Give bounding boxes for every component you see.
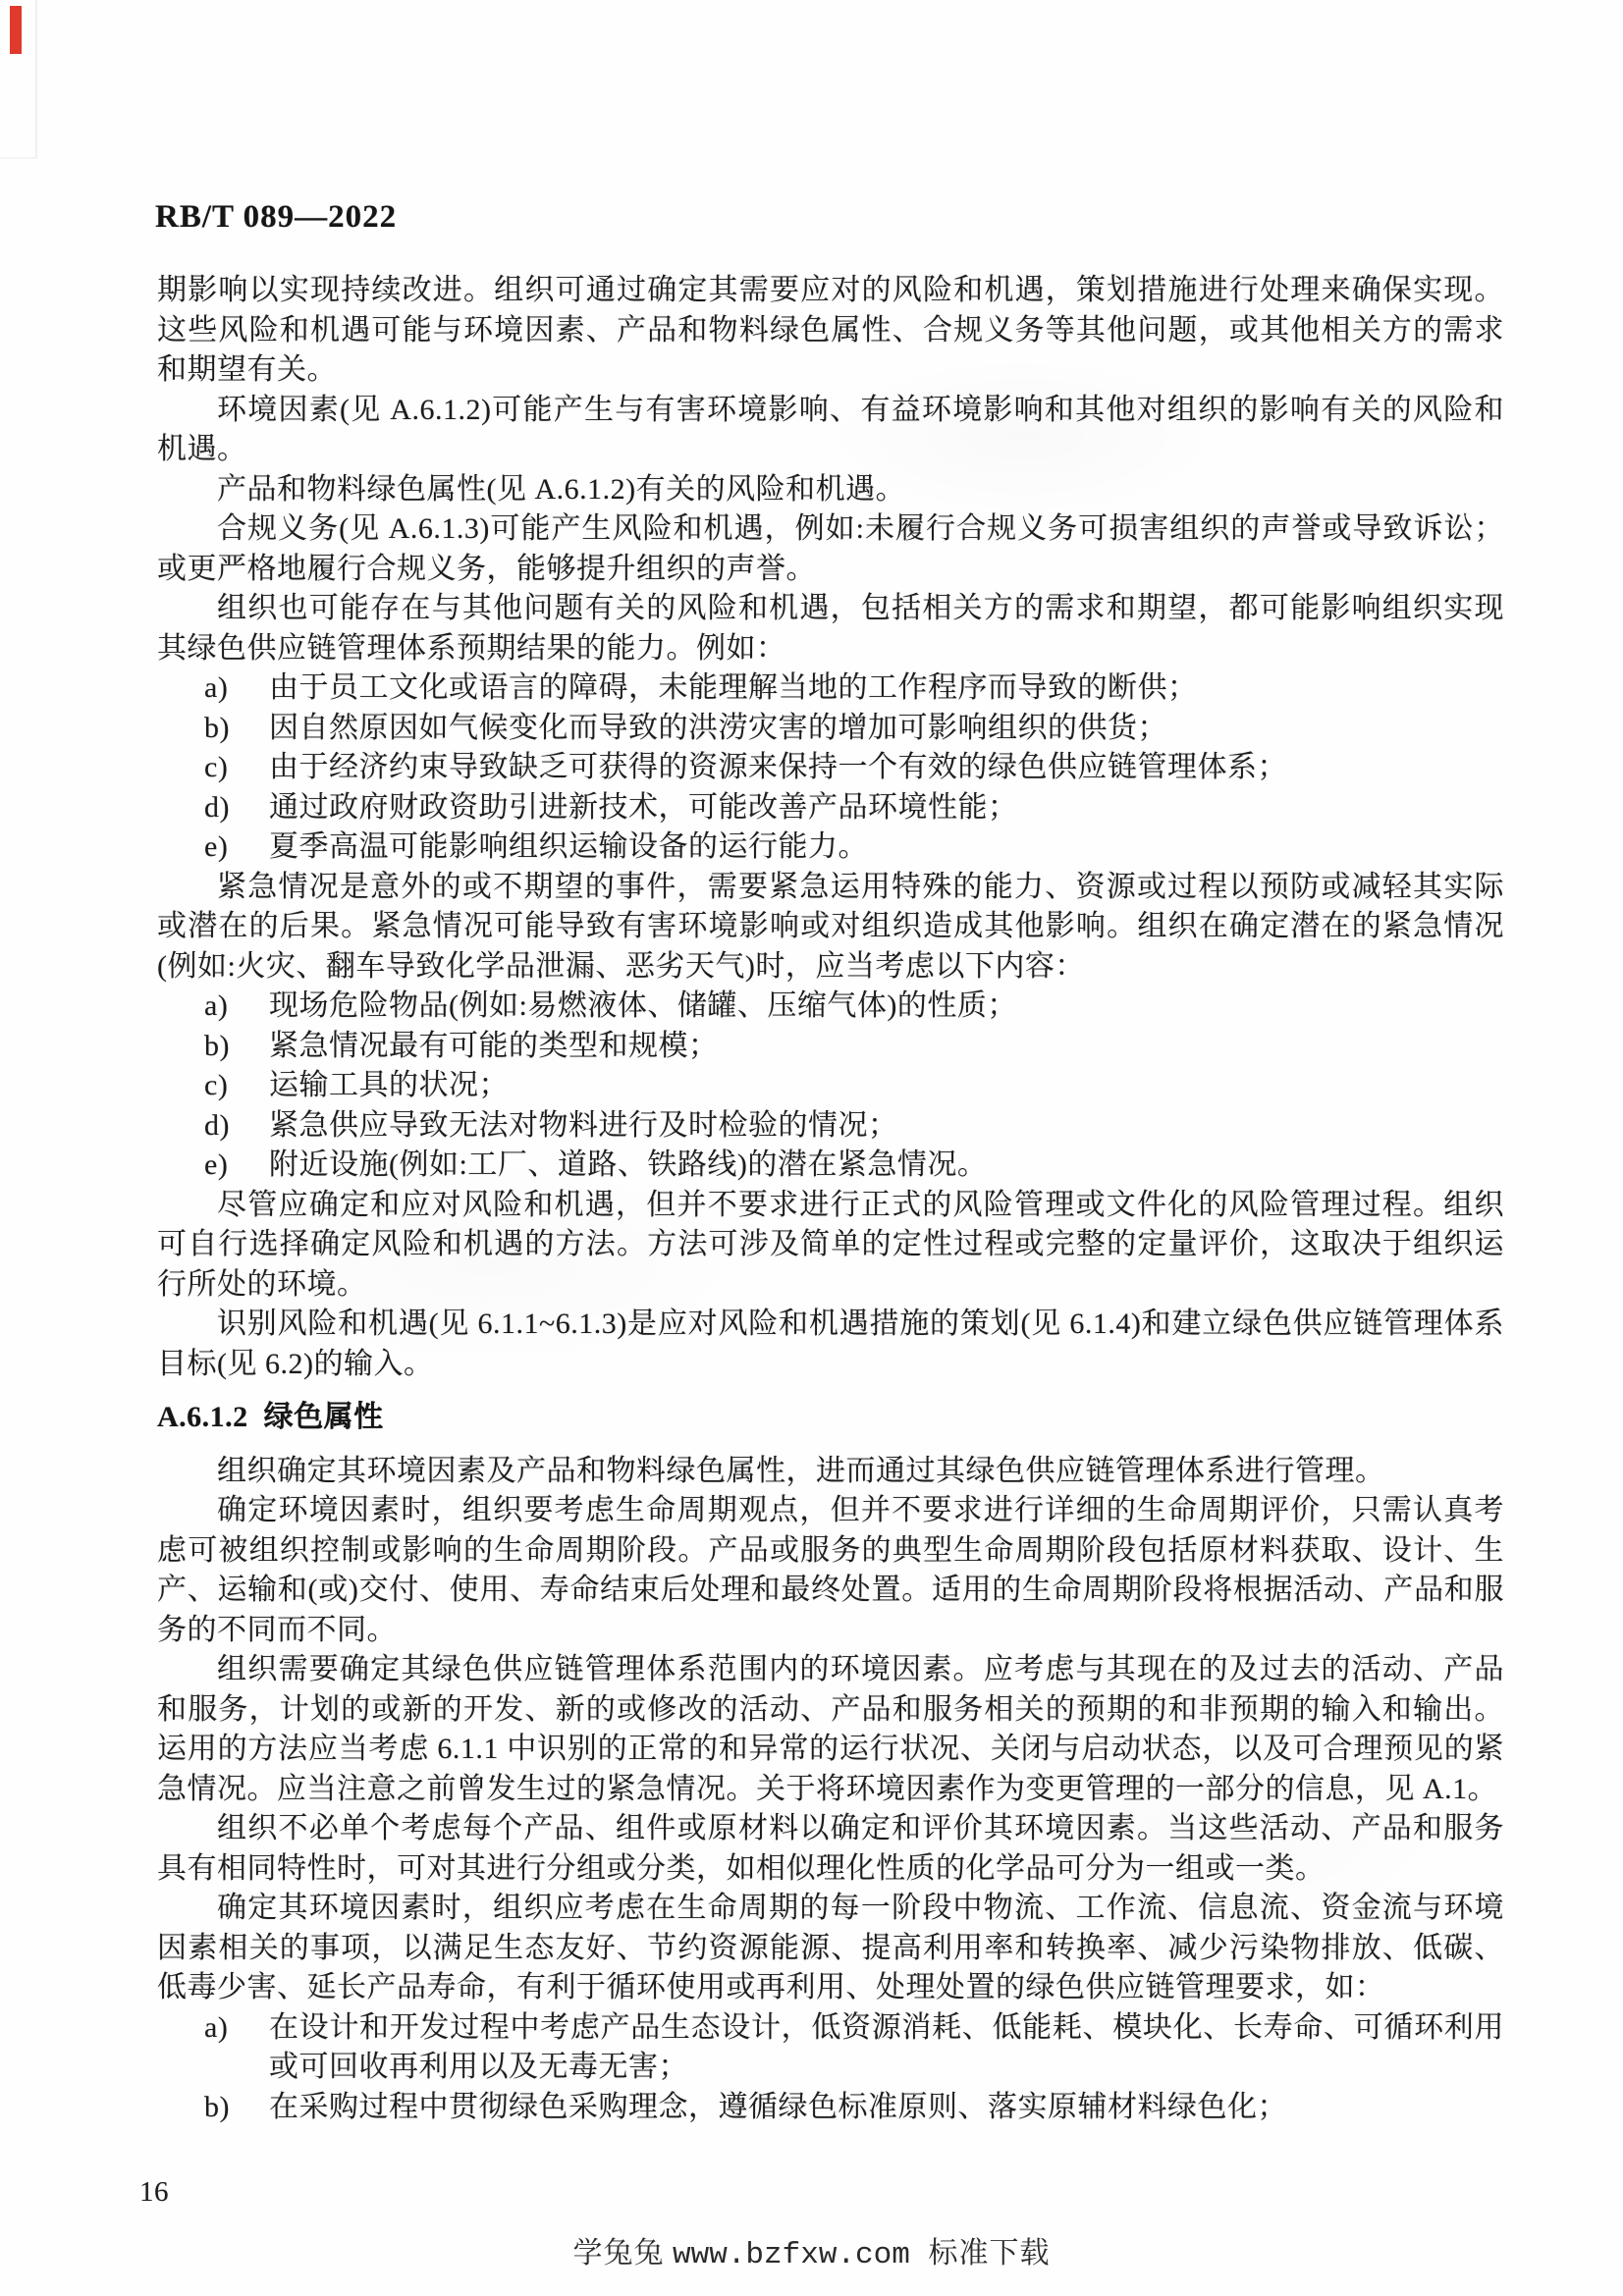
list-marker: b) [204, 2090, 230, 2123]
list-marker: e) [204, 830, 229, 863]
list-marker: e) [204, 1148, 229, 1181]
paragraph: 组织也可能存在与其他问题有关的风险和机遇，包括相关方的需求和期望，都可能影响组织实现其绿色供应链管理体系预期结果的能力。例如： [157, 592, 1504, 665]
list-item [157, 788, 1504, 828]
list-marker: c) [204, 1069, 229, 1101]
list-item-text: 紧急情况最有可能的类型和规模； [269, 1029, 719, 1062]
paragraph: 期影响以实现持续改进。组织可通过确定其需要应对的风险和机遇，策划措施进行处理来确保实现。这些风险和机遇可能与环境因素、产品和物料绿色属性、合规义务等其他问题，或其他相关方的需求和期望有关。 [157, 274, 1504, 386]
list-item [157, 1146, 1504, 1186]
list-marker: b) [204, 711, 230, 744]
list-item-text: 通过政府财政资助引进新技术，可能改善产品环境性能； [269, 790, 1018, 824]
lettered-list [157, 2008, 1504, 2128]
paragraph: 组织需要确定其绿色供应链管理体系范围内的环境因素。应考虑与其现在的及过去的活动、产品和服务，计划的或新的开发、新的或修改的活动、产品和服务相关的预期的和非预期的输入和输出。运用的方法应当考虑 6.1.1 中识别的正常的和异常的运行状况、关闭与启动状态，以及可合理预见的紧急情况。应当注意之前曾发生过的紧急情况。关于将环境因素作为变更管理的一部分的信息，见 A.1。 [157, 1653, 1504, 1805]
paragraph: 确定其环境因素时，组织应考虑在生命周期的每一阶段中物流、工作流、信息流、资金流与环境因素相关的事项，以满足生态友好、节约资源能源、提高利用率和转换率、减少污染物排放、低碳、低毒少害、延长产品寿命，有利于循环使用或再利用、处理处置的绿色供应链管理要求，如： [157, 1892, 1504, 2003]
list-item-text: 由于员工文化或语言的障碍，未能理解当地的工作程序而导致的断供； [269, 671, 1198, 704]
list-item-text: 运输工具的状况； [269, 1069, 509, 1101]
section-number: A.6.1.2 [157, 1401, 248, 1433]
paragraph: 尽管应确定和应对风险和机遇，但并不要求进行正式的风险管理或文件化的风险管理过程。组织可自行选择确定风险和机遇的方法。方法可涉及简单的定性过程或完整的定量评价，这取决于组织运行所处的环境。 [157, 1188, 1504, 1301]
section-heading [157, 1398, 1504, 1438]
watermark-suffix: 标准下载 [928, 2237, 1051, 2269]
list-item [157, 668, 1504, 709]
standard-number-header: RB/T 089—2022 [155, 199, 398, 235]
list-item-text: 现场危险物品(例如:易燃液体、储罐、压缩气体)的性质； [269, 989, 1017, 1022]
list-marker: d) [204, 1108, 230, 1142]
watermark-footer [0, 2228, 1623, 2272]
list-marker: c) [204, 751, 229, 783]
list-item-text: 紧急供应导致无法对物料进行及时检验的情况； [269, 1108, 898, 1142]
paragraph: 紧急情况是意外的或不期望的事件，需要紧急运用特殊的能力、资源或过程以预防或减轻其实际或潜在的后果。紧急情况可能导致有害环境影响或对组织造成其他影响。组织在确定潜在的紧急情况(例如:火灾、翻车导致化学品泄漏、恶劣天气)时，应当考虑以下内容： [157, 870, 1504, 983]
paragraph: 识别风险和机遇(见 6.1.1~6.1.3)是应对风险和机遇措施的策划(见 6.1.4)和建立绿色供应链管理体系目标(见 6.2)的输入。 [157, 1308, 1504, 1380]
list-item-text: 夏季高温可能影响组织运输设备的运行能力。 [269, 830, 868, 863]
list-marker: a) [204, 989, 229, 1022]
paragraph: 组织不必单个考虑每个产品、组件或原材料以确定和评价其环境因素。当这些活动、产品和服务具有相同特性时，可对其进行分组或分类，如相似理化性质的化学品可分为一组或一类。 [157, 1812, 1504, 1885]
list-item [157, 1106, 1504, 1147]
watermark-site-name: 学兔兔 [572, 2237, 665, 2269]
lettered-list [157, 668, 1504, 868]
paragraph: 组织确定其环境因素及产品和物料绿色属性，进而通过其绿色供应链管理体系进行管理。 [217, 1454, 1385, 1487]
list-item-text: 由于经济约束导致缺乏可获得的资源来保持一个有效的绿色供应链管理体系； [269, 751, 1287, 783]
list-item [157, 2008, 1504, 2088]
watermark-url: www.bzfxw.com [673, 2238, 929, 2272]
document-body [139, 271, 1504, 2213]
list-item [157, 709, 1504, 749]
list-item [157, 1066, 1504, 1106]
list-item [157, 987, 1504, 1027]
list-item [157, 748, 1504, 788]
section-title: 绿色属性 [263, 1401, 384, 1433]
list-marker: d) [204, 790, 230, 824]
list-item-text: 在设计和开发过程中考虑产品生态设计，低资源消耗、低能耗、模块化、长寿命、可循环利用或可回收再利用以及无毒无害； [269, 2010, 1504, 2083]
list-marker: b) [204, 1029, 230, 1062]
list-item-text: 在采购过程中贯彻绿色采购理念，遵循绿色标准原则、落实原辅材料绿色化； [269, 2090, 1287, 2123]
paragraph: 环境因素(见 A.6.1.2)可能产生与有害环境影响、有益环境影响和其他对组织的影响有关的风险和机遇。 [157, 393, 1504, 465]
lettered-list [157, 987, 1504, 1186]
list-item [157, 2088, 1504, 2128]
list-item [157, 1027, 1504, 1067]
list-item [157, 828, 1504, 868]
list-marker: a) [204, 2010, 229, 2044]
list-marker: a) [204, 671, 229, 704]
scan-corner-artifact [0, 0, 37, 159]
list-item-text: 因自然原因如气候变化而导致的洪涝灾害的增加可影响组织的供货； [269, 711, 1167, 744]
paragraph: 合规义务(见 A.6.1.3)可能产生风险和机遇，例如:未履行合规义务可损害组织的声誉或导致诉讼；或更严格地履行合规义务，能够提升组织的声誉。 [157, 512, 1504, 585]
page-number: 16 [139, 2176, 169, 2208]
paragraph: 确定环境因素时，组织要考虑生命周期观点，但并不要求进行详细的生命周期评价，只需认真考虑可被组织控制或影响的生命周期阶段。产品或服务的典型生命周期阶段包括原材料获取、设计、生产、运输和(或)交付、使用、寿命结束后处理和最终处置。适用的生命周期阶段将根据活动、产品和服务的不同而不同。 [157, 1494, 1504, 1646]
paragraph: 产品和物料绿色属性(见 A.6.1.2)有关的风险和机遇。 [217, 472, 906, 506]
list-item-text: 附近设施(例如:工厂、道路、铁路线)的潜在紧急情况。 [269, 1148, 988, 1181]
